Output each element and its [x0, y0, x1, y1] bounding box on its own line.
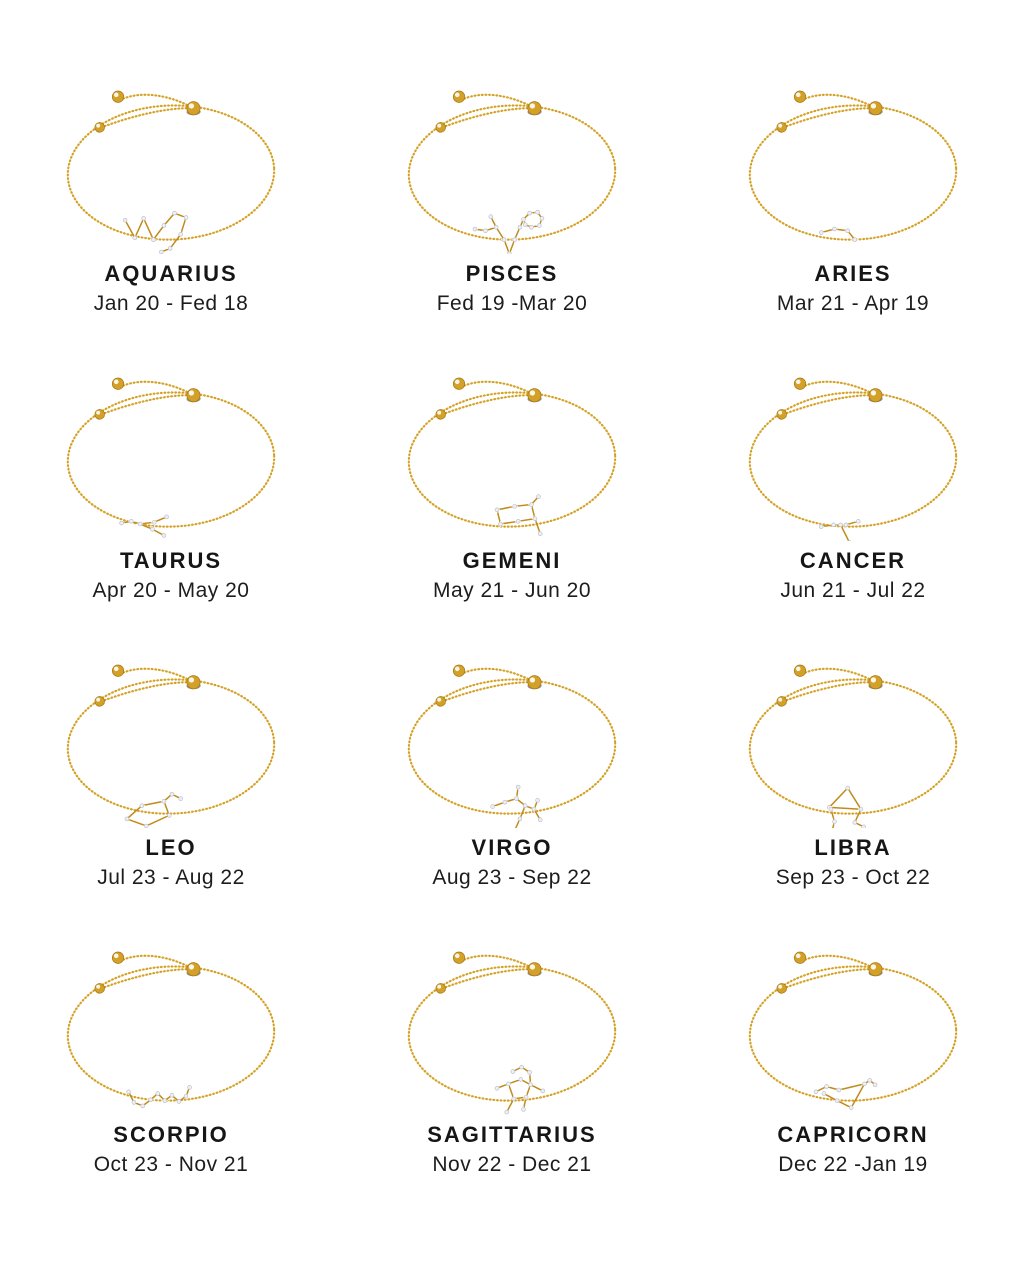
sign-dates-virgo: Aug 23 - Sep 22	[432, 865, 592, 889]
bracelet-card-aries	[683, 28, 1024, 315]
sign-name-pisces: PISCES	[465, 260, 559, 286]
bracelet-image-sagittarius	[362, 903, 662, 1115]
sign-name-aquarius: AQUARIUS	[104, 260, 238, 286]
sign-dates-libra: Sep 23 - Oct 22	[775, 865, 931, 889]
sign-name-sagittarius: SAGITTARIUS	[427, 1121, 597, 1147]
sign-name-scorpio: SCORPIO	[113, 1121, 229, 1147]
sign-name-gemeni: GEMENI	[462, 547, 562, 573]
bracelet-image-scorpio	[21, 903, 321, 1115]
bracelet-card-capricorn	[683, 889, 1024, 1176]
sign-name-libra: LIBRA	[814, 834, 892, 860]
sign-name-taurus: TAURUS	[119, 547, 223, 573]
bracelet-image-cancer	[703, 329, 1003, 541]
bracelet-card-virgo	[342, 602, 683, 889]
sign-dates-gemeni: May 21 - Jun 20	[432, 578, 592, 602]
bracelet-image-capricorn	[703, 903, 1003, 1115]
bracelet-image-gemeni	[362, 329, 662, 541]
bracelet-image-virgo	[362, 616, 662, 828]
sign-name-aries: ARIES	[814, 260, 892, 286]
sign-dates-aries: Mar 21 - Apr 19	[776, 291, 930, 315]
sign-dates-sagittarius: Nov 22 - Dec 21	[432, 1152, 592, 1176]
sign-dates-leo: Jul 23 - Aug 22	[97, 865, 245, 889]
bracelet-card-aquarius	[1, 28, 342, 315]
sign-name-cancer: CANCER	[799, 547, 907, 573]
sign-dates-scorpio: Oct 23 - Nov 21	[93, 1152, 249, 1176]
bracelet-image-aries	[703, 42, 1003, 254]
bracelet-card-sagittarius	[342, 889, 683, 1176]
sign-dates-capricorn: Dec 22 -Jan 19	[778, 1152, 928, 1176]
bracelet-card-leo	[1, 602, 342, 889]
bracelet-card-gemeni	[342, 315, 683, 602]
sign-dates-cancer: Jun 21 - Jul 22	[780, 578, 926, 602]
sign-dates-aquarius: Jan 20 - Fed 18	[93, 291, 249, 315]
bracelet-image-taurus	[21, 329, 321, 541]
sign-name-virgo: VIRGO	[471, 834, 553, 860]
sign-name-leo: LEO	[145, 834, 197, 860]
bracelet-card-taurus	[1, 315, 342, 602]
sign-dates-pisces: Fed 19 -Mar 20	[436, 291, 588, 315]
bracelet-image-pisces	[362, 42, 662, 254]
bracelet-card-scorpio	[1, 889, 342, 1176]
bracelet-card-libra	[683, 602, 1024, 889]
bracelet-card-cancer	[683, 315, 1024, 602]
sign-dates-taurus: Apr 20 - May 20	[92, 578, 250, 602]
bracelet-image-aquarius	[21, 42, 321, 254]
sign-name-capricorn: CAPRICORN	[777, 1121, 929, 1147]
bracelet-card-pisces	[342, 28, 683, 315]
bracelet-image-libra	[703, 616, 1003, 828]
bracelet-image-leo	[21, 616, 321, 828]
